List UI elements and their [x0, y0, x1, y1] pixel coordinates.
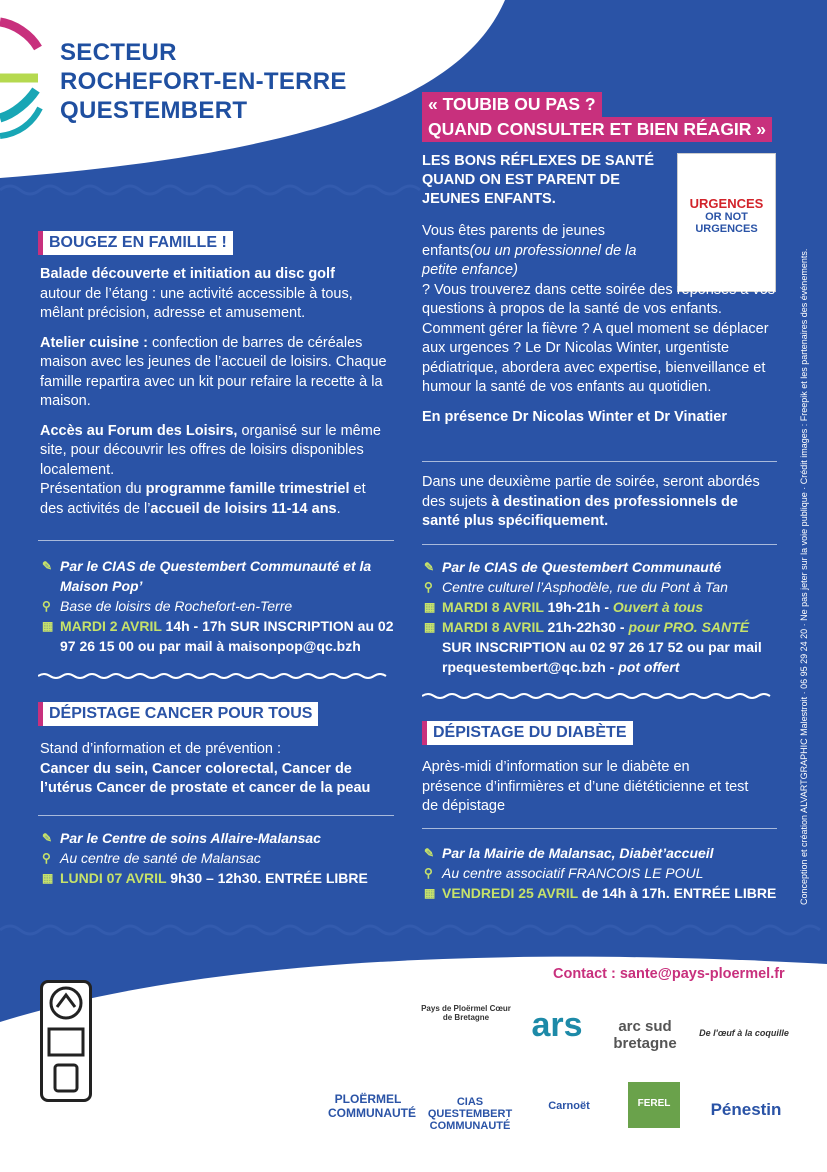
toubib-presence: En présence Dr Nicolas Winter et Dr Vinatier [422, 408, 728, 425]
toubib-body [422, 222, 777, 437]
pencil-icon: ✎ [424, 560, 435, 574]
pencil-icon: ✎ [42, 831, 53, 845]
bougez-p2-bold: Atelier cuisine : [40, 334, 148, 351]
bougez-p3-rest: organisé sur le même site, pour découvrir les offres de loisirs disponibles localement. [40, 422, 381, 478]
divider-right-3 [422, 828, 777, 829]
divider-right-2 [422, 544, 777, 545]
location-pin-icon: ⚲ [42, 851, 51, 865]
toubib-heading-line-2: QUAND CONSULTER ET BIEN RÉAGIR » [422, 117, 772, 142]
toubib-paragraph-1-intro [422, 222, 777, 281]
toubib-second-part [422, 473, 777, 542]
toubib-meta-place: Centre culturel l’Asphodèle, rue du Pont à Tan [442, 579, 728, 595]
toubib-paragraph-1: ? Vous trouverez dans cette soirée des réponses à vos questions à propos de la santé de vos enfants. Comment gérer la fièvre ? A quel moment se déplacer aux urgences ? Le Dr Nicolas Winter, urgentiste pédiatrique, abordera avec expertise, bienveillance et humour la santé de vos enfants au quotidien. [422, 281, 776, 395]
location-pin-icon: ⚲ [424, 866, 433, 880]
bougez-paragraph-3 [40, 422, 390, 520]
logo-arc-sud-bretagne: arc sud bretagne [613, 1018, 677, 1052]
toubib-meta-email: rpequestembert@qc.bzh [442, 659, 606, 675]
location-pin-icon: ⚲ [424, 580, 433, 594]
toubib-meta-note2: pour PRO. SANTÉ [628, 619, 750, 635]
calendar-icon: ▦ [42, 619, 54, 633]
cancer-meta-place-row [42, 848, 394, 868]
bougez-p2-rest: confection de barres de céréales maison avec les jeunes de l’accueil de loisirs. Chaque famille repartira avec un kit pour refaire la recette à la maison. [40, 334, 387, 409]
toubib-p1-a: Vous êtes parents de jeunes enfants [422, 223, 605, 259]
toubib-heading-line-1: « TOUBIB OU PAS ? [422, 92, 602, 117]
book-title-line-3: URGENCES [695, 223, 758, 235]
diabete-meta-org: Par la Mairie de Malansac, Diabèt’accueil [442, 845, 714, 861]
cancer-meta-time: 9h30 – 12h30. ENTRÉE LIBRE [166, 870, 368, 886]
logo-ploermel-communaute: PLOËRMEL COMMUNAUTÉ [328, 1092, 416, 1120]
cancer-meta-org-row [42, 828, 394, 848]
toubib-meta-date1: MARDI 8 AVRIL [442, 599, 544, 615]
wavy-divider-left [38, 672, 394, 680]
title-line-3: QUESTEMBERT [60, 97, 248, 124]
bougez-meta-time: 14h - 17h SUR INSCRIPTION au 02 97 26 15 00 ou par mail à maisonpop@qc.bzh [60, 618, 394, 654]
bougez-p4-e: . [336, 500, 341, 517]
divider-left-1 [38, 540, 394, 541]
bougez-paragraph-2 [40, 334, 390, 412]
toubib-meta-place-row [424, 577, 779, 597]
cancer-p2: Cancer du sein, Cancer colorectal, Cancer de l’utérus Cancer de prostate et cancer de la peau [40, 760, 371, 796]
toubib-p1-b: (ou un professionnel de la petite enfance) [422, 242, 637, 278]
book-title-line-1: URGENCES [689, 196, 764, 211]
bougez-meta [42, 556, 394, 656]
book-title-line-2: OR NOT [705, 211, 748, 223]
bougez-p4-b: programme famille trimestriel [145, 481, 350, 497]
location-pin-icon: ⚲ [42, 599, 51, 613]
cancer-p1: Stand d’information et de prévention : [40, 741, 282, 757]
footer-white-curve [0, 952, 827, 1172]
toubib-meta-org-row [424, 557, 779, 577]
toubib-meta-line3: SUR INSCRIPTION au 02 97 26 17 52 ou par mail [442, 639, 762, 655]
calendar-icon: ▦ [42, 871, 54, 885]
toubib-heading [422, 92, 772, 142]
credits-vertical-text: Conception et création ALVARTGRAPHIC Malestroit · 06 95 29 24 20 · Ne pas jeter sur la voie publique · Crédit images : Freepik et les partenaires des événements. [799, 248, 809, 905]
diabete-meta-date-row [424, 883, 784, 903]
toubib-meta-date2: MARDI 8 AVRIL [442, 619, 544, 635]
diabete-meta [424, 843, 784, 903]
diabete-meta-date: VENDREDI 25 AVRIL [442, 885, 578, 901]
bougez-meta-place: Base de loisirs de Rochefort-en-Terre [60, 598, 293, 614]
toubib-meta-note1: Ouvert à tous [612, 599, 704, 615]
toubib-p2-a: Dans une deuxième partie de soirée, seront abordés des sujets [422, 474, 760, 510]
toubib-meta-date2-row [424, 617, 779, 637]
toubib-lead: LES BONS RÉFLEXES DE SANTÉ QUAND ON EST PARENT DE JEUNES ENFANTS. [422, 153, 655, 207]
divider-left-2 [38, 815, 394, 816]
toubib-meta-org: Par le CIAS de Questembert Communauté [442, 559, 722, 575]
diabete-tag: DÉPISTAGE DU DIABÈTE [422, 721, 633, 745]
toubib-meta-line4-row [424, 657, 779, 677]
triman-recycle-logo [40, 980, 92, 1102]
recycle-icon [43, 983, 89, 1099]
bougez-tag: BOUGEZ EN FAMILLE ! [38, 231, 233, 255]
logo-cias-questembert: CIAS QUESTEMBERT COMMUNAUTÉ [427, 1096, 513, 1132]
bougez-body [40, 265, 390, 519]
title-line-1: SECTEUR [60, 39, 177, 66]
toubib-meta-date1-row [424, 597, 779, 617]
cancer-body [40, 740, 395, 809]
bougez-meta-place-row [42, 596, 394, 616]
diabete-body [422, 758, 752, 827]
logo-ferel: FEREL [628, 1082, 680, 1128]
toubib-p2-b: à destination des professionnels de santé plus spécifiquement. [422, 493, 738, 529]
diabete-meta-time: de 14h à 17h. ENTRÉE LIBRE [577, 885, 777, 901]
logo-ars: ars [531, 1006, 583, 1044]
toubib-meta [424, 557, 779, 677]
bougez-p4-d: accueil de loisirs 11-14 ans [150, 500, 337, 517]
bougez-p4-a: Présentation du [40, 481, 146, 497]
diabete-p1: Après-midi d’information sur le diabète en présence d’infirmières et d’une diététicienne et test de dépistage [422, 759, 749, 814]
calendar-icon: ▦ [424, 886, 436, 900]
logo-pays-ploermel: Pays de Ploërmel Cœur de Bretagne [421, 1004, 511, 1022]
diabete-meta-place-row [424, 863, 784, 883]
bougez-meta-date-row [42, 616, 394, 656]
toubib-meta-pot: - pot offert [605, 659, 680, 675]
bougez-meta-date: MARDI 2 AVRIL [60, 618, 162, 634]
toubib-meta-time2: 21h-22h30 - [543, 619, 629, 635]
wavy-divider-right [422, 692, 778, 700]
bougez-paragraph-1 [40, 265, 390, 324]
calendar-icon: ▦ [424, 600, 436, 614]
cancer-tag: DÉPISTAGE CANCER POUR TOUS [38, 702, 318, 726]
bougez-meta-org: Par le CIAS de Questembert Communauté et la Maison Pop’ [60, 558, 372, 594]
diabete-meta-place: Au centre associatif FRANCOIS LE POUL [442, 865, 704, 881]
cancer-meta-org: Par le Centre de soins Allaire-Malansac [60, 830, 321, 846]
pencil-icon: ✎ [424, 846, 435, 860]
bougez-meta-org-row [42, 556, 394, 596]
toubib-meta-line3-row [424, 637, 779, 657]
logo-penestin: Pénestin [710, 1100, 782, 1119]
bougez-p1-bold: Balade découverte et initiation au disc golf [40, 266, 335, 282]
bougez-p4-c: et des activités de l’ [40, 481, 366, 517]
toubib-paragraph-2 [422, 473, 777, 532]
logo-oeuf-coquille: De l'œuf à la coquille [699, 1028, 789, 1038]
cancer-meta [42, 828, 394, 888]
bougez-p3-bold: Accès au Forum des Loisirs, [40, 422, 238, 439]
divider-right-1 [422, 461, 777, 462]
contact-email[interactable]: Contact : sante@pays-ploermel.fr [553, 966, 785, 982]
toubib-meta-time1: 19h-21h - [543, 599, 613, 615]
title-line-2: ROCHEFORT-EN-TERRE [60, 68, 347, 95]
pencil-icon: ✎ [42, 559, 53, 573]
cancer-meta-date: LUNDI 07 AVRIL [60, 870, 167, 886]
diabete-meta-org-row [424, 843, 784, 863]
bougez-p1-rest: autour de l’étang : une activité accessible à tous, mêlant précision, adresse et amusement. [40, 285, 353, 321]
page-title [60, 38, 347, 125]
calendar-icon: ▦ [424, 620, 436, 634]
cancer-meta-date-row [42, 868, 394, 888]
cancer-meta-place: Au centre de santé de Malansac [60, 850, 261, 866]
logo-carnoet: Carnoët [548, 1100, 590, 1112]
